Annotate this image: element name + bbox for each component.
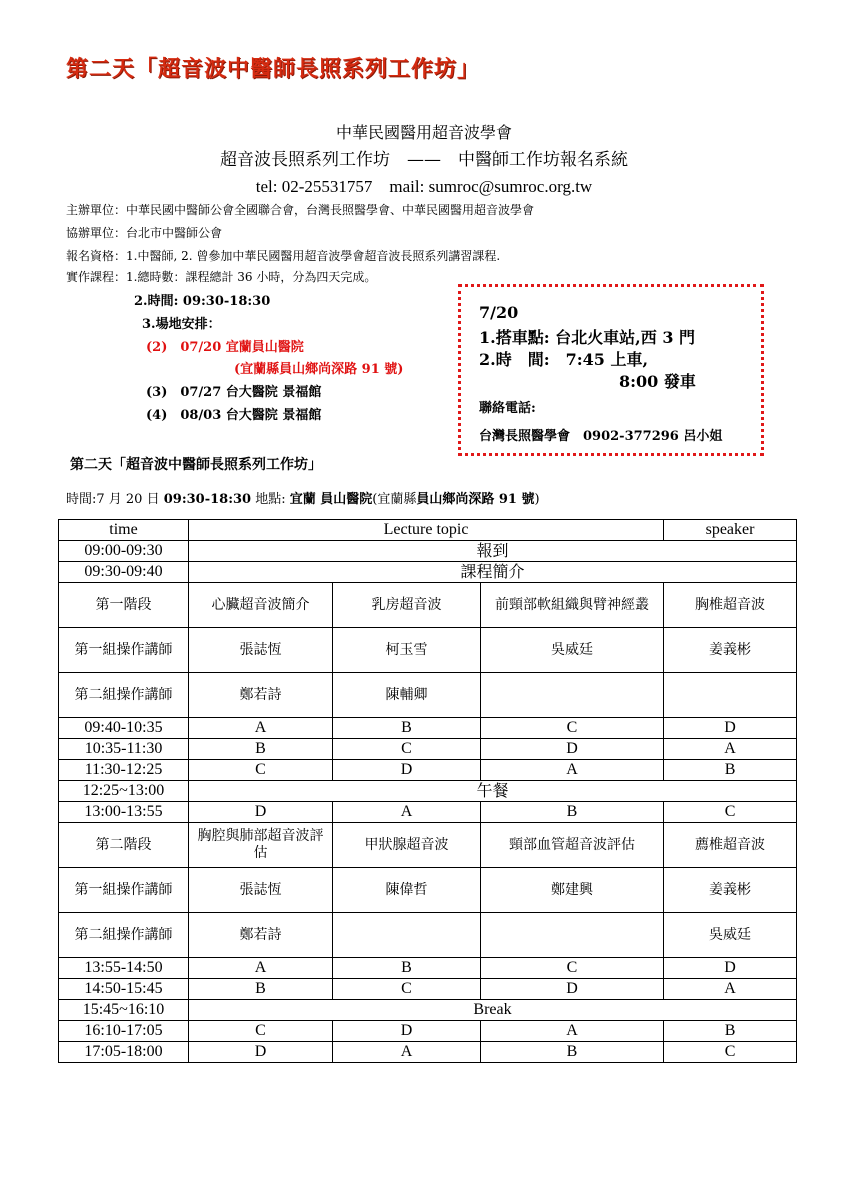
table-cell: 姜義彬	[664, 628, 797, 673]
table-cell: B	[333, 958, 481, 979]
table-cell: C	[664, 1042, 797, 1063]
venue-item: (2) 07/20 宜蘭員山醫院	[146, 340, 304, 355]
table-cell: A	[664, 979, 797, 1000]
table-row	[59, 802, 797, 823]
table-cell: 柯玉雪	[333, 628, 481, 673]
column-header: Lecture topic	[189, 520, 664, 541]
table-cell: 15:45~16:10	[59, 1000, 189, 1021]
table-cell: B	[481, 1042, 664, 1063]
time-location-line	[66, 488, 540, 507]
venue-item: (4) 08/03 台大醫院 景福館	[146, 408, 322, 423]
column-header: speaker	[664, 520, 797, 541]
table-row	[59, 823, 797, 868]
table-row	[59, 718, 797, 739]
table-row	[59, 1042, 797, 1063]
table-cell: C	[189, 760, 333, 781]
table-row	[59, 958, 797, 979]
table-cell: 前頸部軟組織與臂神經叢	[481, 583, 664, 628]
schedule-table	[58, 519, 797, 1063]
table-cell: D	[481, 739, 664, 760]
table-cell: 10:35-11:30	[59, 739, 189, 760]
table-cell: A	[333, 802, 481, 823]
notice-phone: 台灣長照醫學會 0902-377296 呂小姐	[479, 429, 723, 444]
table-cell: 11:30-12:25	[59, 760, 189, 781]
table-cell: 09:00-09:30	[59, 541, 189, 562]
table-cell: A	[481, 1021, 664, 1042]
table-cell: 張誌恆	[189, 628, 333, 673]
venue-address: (宜蘭縣員山鄉尚深路 91 號)	[234, 362, 404, 377]
table-cell: D	[189, 1042, 333, 1063]
table-cell: 鄭若詩	[189, 913, 333, 958]
table-cell: D	[664, 718, 797, 739]
notice-date: 7/20	[479, 303, 519, 322]
co-organizer-line: 協辦單位：台北市中醫師公會	[66, 226, 223, 240]
table-cell: 午餐	[189, 781, 797, 802]
course-hours: 2.時間: 09:30-18:30	[134, 294, 271, 309]
table-cell: 第一組操作講師	[59, 868, 189, 913]
table-cell: 09:40-10:35	[59, 718, 189, 739]
table-row	[59, 541, 797, 562]
table-cell: 乳房超音波	[333, 583, 481, 628]
column-header: time	[59, 520, 189, 541]
table-cell: 第一組操作講師	[59, 628, 189, 673]
time-value: 09:30-18:30	[163, 492, 252, 507]
table-cell: 心臟超音波簡介	[189, 583, 333, 628]
table-cell: 13:00-13:55	[59, 802, 189, 823]
table-cell: 第一階段	[59, 583, 189, 628]
table-cell: B	[664, 760, 797, 781]
table-cell: Break	[189, 1000, 797, 1021]
notice-departure: 8:00 發車	[619, 372, 696, 391]
table-cell: B	[189, 739, 333, 760]
table-cell: C	[189, 1021, 333, 1042]
table-cell: A	[664, 739, 797, 760]
table-cell: D	[664, 958, 797, 979]
table-cell: B	[189, 979, 333, 1000]
table-cell: C	[333, 979, 481, 1000]
location-detail-end: )	[534, 492, 540, 507]
organization-name: 中華民國醫用超音波學會	[335, 123, 512, 142]
table-cell: C	[664, 802, 797, 823]
table-cell: 鄭建興	[481, 868, 664, 913]
table-cell: 胸腔與肺部超音波評估	[189, 823, 333, 868]
table-cell: D	[333, 760, 481, 781]
table-cell: 14:50-15:45	[59, 979, 189, 1000]
table-cell: 第二階段	[59, 823, 189, 868]
organizer-line: 主辦單位：中華民國中醫師公會全國聯合會，台灣長照醫學會、中華民國醫用超音波學會	[66, 203, 535, 217]
venue-label: 3.場地安排：	[142, 317, 221, 332]
table-cell	[481, 913, 664, 958]
table-cell: D	[189, 802, 333, 823]
day-heading: 第二天「超音波中醫師長照系列工作坊」	[70, 457, 322, 473]
table-row	[59, 739, 797, 760]
table-cell	[664, 673, 797, 718]
table-cell: 胸椎超音波	[664, 583, 797, 628]
table-row	[59, 913, 797, 958]
contact-info: tel: 02-25531757 mail: sumroc@sumroc.org.tw	[255, 177, 593, 196]
table-cell: A	[481, 760, 664, 781]
table-cell: 吳威廷	[481, 628, 664, 673]
table-cell: C	[481, 718, 664, 739]
table-cell: 陳偉哲	[333, 868, 481, 913]
table-cell: 吳威廷	[664, 913, 797, 958]
table-cell: 報到	[189, 541, 797, 562]
table-row	[59, 628, 797, 673]
table-cell: 第二組操作講師	[59, 673, 189, 718]
notice-phone-label: 聯絡電話:	[479, 401, 536, 416]
table-row	[59, 583, 797, 628]
page-title: 第二天「超音波中醫師長照系列工作坊」	[66, 56, 481, 82]
table-cell: B	[481, 802, 664, 823]
table-cell: B	[664, 1021, 797, 1042]
eligibility-line: 報名資格：1.中醫師, 2. 曾參加中華民國醫用超音波學會超音波長照系列講習課程.	[66, 249, 501, 263]
table-row	[59, 868, 797, 913]
table-cell: 頸部血管超音波評估	[481, 823, 664, 868]
table-cell: 張誌恆	[189, 868, 333, 913]
table-cell: C	[333, 739, 481, 760]
table-row	[59, 673, 797, 718]
table-cell: 鄭若詩	[189, 673, 333, 718]
location-value: 宜蘭 員山醫院	[289, 492, 373, 507]
table-cell: 姜義彬	[664, 868, 797, 913]
table-cell: A	[333, 1042, 481, 1063]
table-cell: 12:25~13:00	[59, 781, 189, 802]
table-row	[59, 979, 797, 1000]
location-prefix: 地點:	[251, 492, 290, 507]
table-row	[59, 1021, 797, 1042]
table-cell: A	[189, 718, 333, 739]
table-cell: D	[481, 979, 664, 1000]
shuttle-notice-box	[458, 284, 764, 456]
notice-pickup: 1.搭車點: 台北火車站,西 3 門	[479, 328, 696, 347]
location-detail-bold: 員山鄉尚深路 91 號	[416, 492, 535, 507]
table-cell: D	[333, 1021, 481, 1042]
table-cell: 13:55-14:50	[59, 958, 189, 979]
table-row	[59, 781, 797, 802]
table-cell	[481, 673, 664, 718]
table-cell: 課程簡介	[189, 562, 797, 583]
table-cell	[333, 913, 481, 958]
venue-item: (3) 07/27 台大醫院 景福館	[146, 385, 322, 400]
table-cell: B	[333, 718, 481, 739]
table-cell: 陳輔卿	[333, 673, 481, 718]
system-name: 超音波長照系列工作坊 —— 中醫師工作坊報名系統	[220, 150, 628, 170]
table-cell: 薦椎超音波	[664, 823, 797, 868]
table-row	[59, 1000, 797, 1021]
table-cell: 第二組操作講師	[59, 913, 189, 958]
course-line: 實作課程：1.總時數：課程總計 36 小時，分為四天完成。	[66, 270, 377, 284]
table-cell: 甲狀腺超音波	[333, 823, 481, 868]
table-row	[59, 760, 797, 781]
time-prefix: 時間:7 月 20 日	[66, 492, 164, 507]
table-cell: A	[189, 958, 333, 979]
table-cell: 09:30-09:40	[59, 562, 189, 583]
table-cell: 16:10-17:05	[59, 1021, 189, 1042]
table-cell: C	[481, 958, 664, 979]
table-header-row	[59, 520, 797, 541]
table-cell: 17:05-18:00	[59, 1042, 189, 1063]
location-detail: (宜蘭縣	[372, 492, 417, 507]
table-row	[59, 562, 797, 583]
notice-time: 2.時 間: 7:45 上車,	[479, 350, 649, 369]
